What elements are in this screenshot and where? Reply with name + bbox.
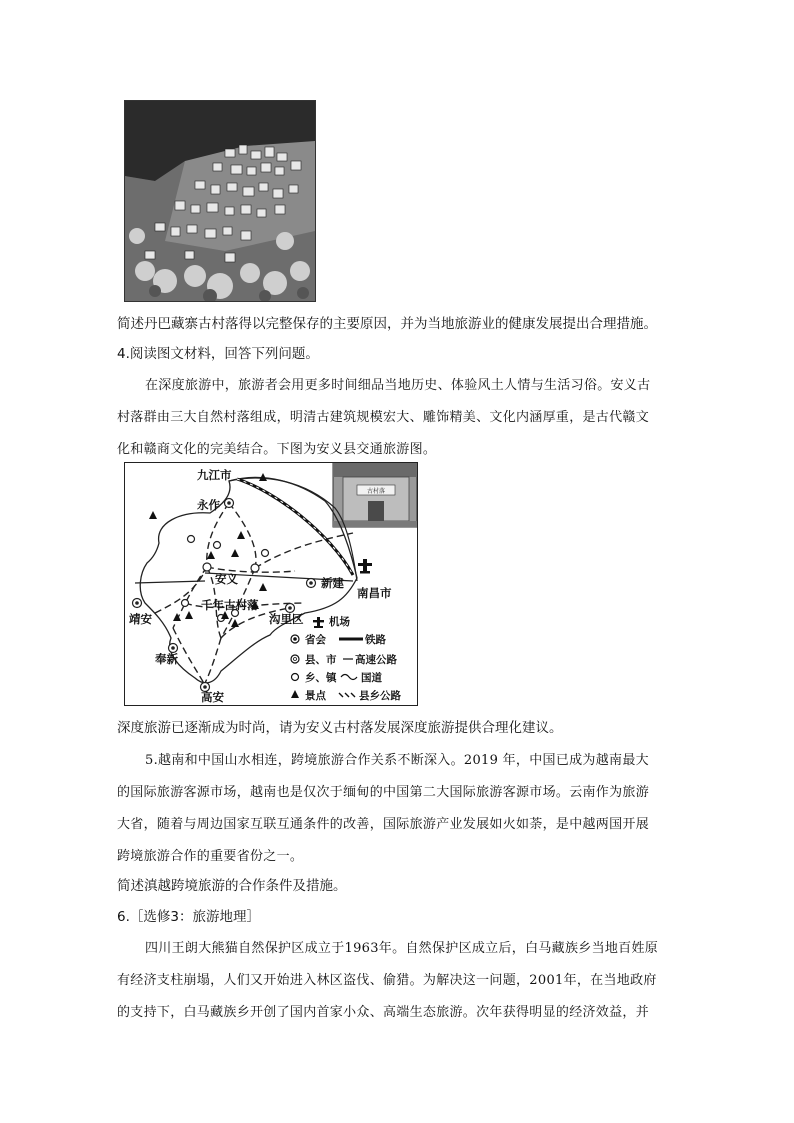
q4-paragraph-line: 在深度旅游中，旅游者会用更多时间细品当地历史、体验风土人情与生活习俗。安义古 — [145, 378, 651, 393]
legend-national-road: 国道 — [361, 672, 382, 684]
q4-paragraph-line: 村落群由三大自然村落组成，明清古建筑规模宏大、雕饰精美、文化内涵厚重，是古代赣文 — [117, 410, 650, 425]
label-jingan: 靖安 — [129, 612, 152, 626]
village-photo — [124, 100, 316, 302]
q5-paragraph-line: 跨境旅游合作的重要省份之一。 — [117, 849, 304, 864]
q4-heading: 4.阅读图文材料，回答下列问题。 — [117, 346, 319, 362]
q6-paragraph-line: 有经济支柱崩塌，人们又开始进入林区盗伐、偷猎。为解决这一问题，2001年，在当地政府 — [117, 973, 657, 988]
label-jiujiang: 九江市 — [197, 468, 232, 482]
legend-railway: 铁路 — [365, 634, 386, 646]
label-nanchang: 南昌市 — [357, 586, 392, 600]
q6-paragraph-line: 的支持下，白马藏族乡开创了国内首家小众、高端生态旅游。次年获得明显的经济效益，并 — [117, 1005, 650, 1020]
legend-expressway: 高速公路 — [355, 654, 397, 666]
anyi-traffic-tourism-map — [124, 462, 418, 706]
village-gate-photo — [333, 463, 417, 527]
label-anyi: 安义 — [215, 572, 238, 586]
label-yongxiu: 永作 — [197, 498, 220, 512]
legend-local-road: 县乡公路 — [359, 690, 401, 702]
q5-paragraph-line: 的国际旅游客源市场，越南也是仅次于缅甸的中国第二大国际旅游客源市场。云南作为旅游 — [117, 785, 650, 800]
label-xinjian: 新建 — [321, 576, 344, 590]
q5-paragraph-line: 5.越南和中国山水相连，跨境旅游合作关系不断深入。2019 年，中国已成为越南最大 — [145, 753, 649, 768]
label-gaoan: 高安 — [201, 690, 224, 704]
label-goulixian: 沟里区 — [269, 612, 304, 626]
q6-paragraph-line: 四川王朗大熊猫自然保护区成立于1963年。自然保护区成立后，白马藏族乡当地百姓原 — [145, 941, 659, 956]
label-qiannian: 千年古村落 — [201, 598, 259, 612]
q6-heading: 6.［选修3：旅游地理］ — [117, 909, 260, 925]
legend-town: 乡、镇 — [305, 672, 337, 684]
map-legend — [291, 615, 401, 702]
q5-question: 简述滇越跨境旅游的合作条件及措施。 — [117, 878, 347, 894]
gate-sign-text: 古村落 — [366, 488, 386, 495]
q4-question: 深度旅游已逐渐成为时尚，请为安义古村落发展深度旅游提供合理化建议。 — [117, 720, 563, 736]
legend-airport: 机场 — [329, 616, 350, 628]
legend-capital: 省会 — [305, 634, 326, 646]
legend-scenic: 景点 — [305, 690, 326, 702]
label-fengxin: 奉新 — [155, 652, 178, 666]
q3-question: 简述丹巴藏寨古村落得以完整保存的主要原因，并为当地旅游业的健康发展提出合理措施。 — [117, 316, 657, 332]
legend-county: 县、市 — [305, 654, 337, 666]
airport-icon — [358, 559, 372, 574]
q4-paragraph-line: 化和赣商文化的完美结合。下图为安义县交通旅游图。 — [117, 442, 437, 457]
q5-paragraph-line: 大省，随着与周边国家互联互通条件的改善，国际旅游产业发展如火如荼，是中越两国开展 — [117, 817, 650, 832]
